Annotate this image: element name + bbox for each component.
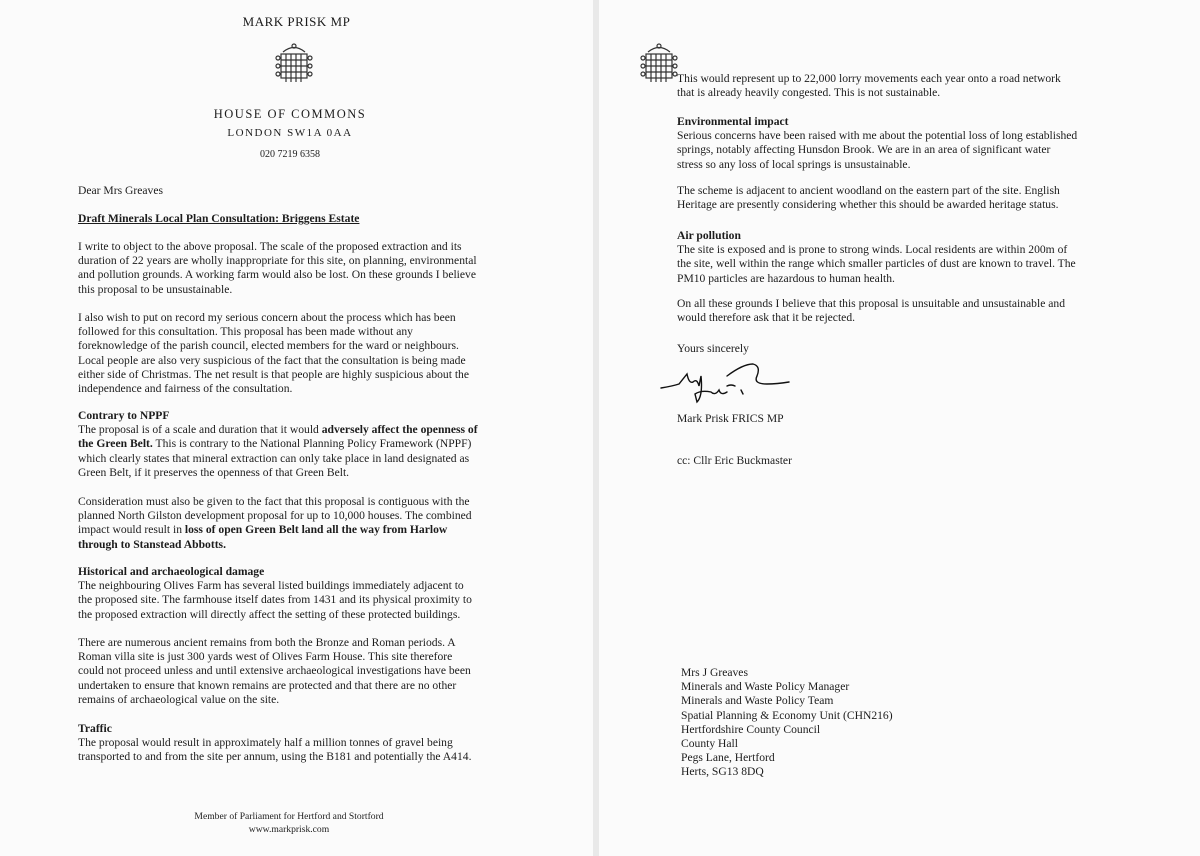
text-run: impact would result in [78, 523, 185, 537]
text-line: I also wish to put on record my serious concern about the process which has been [78, 311, 456, 324]
letter-footer [0, 810, 578, 836]
section-heading: Environmental impact [677, 115, 789, 128]
text-line: There are numerous ancient remains from both the Bronze and Roman periods. A [78, 636, 456, 649]
address-line: Minerals and Waste Policy Team [681, 694, 834, 708]
section-air-pollution [677, 229, 1192, 286]
text-line: Roman villa site is just 300 yards west of Olives Farm House. This site therefore [78, 650, 453, 664]
text-line: foreknowledge of the parish council, elected members for the ward or neighbours. [78, 339, 459, 353]
paragraph-gilston [78, 495, 588, 552]
paragraph-remains [78, 636, 588, 707]
text-line: either side of Christmas. The net result is that people are highly suspicious about the [78, 367, 469, 381]
letterhead-address: LONDON SW1A 0AA [227, 127, 353, 139]
text-line: This would represent up to 22,000 lorry movements each year onto a road network [677, 72, 1061, 85]
text-line [78, 423, 588, 437]
signatory-name: Mark Prisk FRICS MP [677, 412, 784, 425]
text-run-bold: loss of open Green Belt land all the way from Harlow [184, 523, 448, 537]
address-line: Hertfordshire County Council [681, 722, 821, 736]
text-run-bold: the Green Belt. [78, 437, 153, 451]
text-line: On all these grounds I believe that this proposal is unsuitable and unsustainable and [677, 297, 1065, 310]
text-line: which clearly states that mineral extraction can only take place in land designated as [78, 451, 470, 465]
text-line: Heritage are presently considering whether this should be awarded heritage status. [677, 198, 1059, 212]
paragraph-conclusion [677, 297, 1192, 325]
section-heading: Air pollution [677, 229, 741, 242]
text-line: The proposal would result in approximately half a million tonnes of gravel being [78, 736, 453, 750]
text-line: followed for this consultation. This proposal has been made without any [78, 325, 413, 339]
text-run: The proposal is of a scale and duration that it would [78, 423, 322, 437]
text-line: Green Belt, if it preserves the openness of that Green Belt. [78, 465, 350, 479]
text-line: could not proceed unless and until extensive archaeological investigations have been [78, 664, 471, 678]
text-line [78, 523, 588, 537]
section-traffic [78, 722, 588, 765]
section-heading: Traffic [78, 722, 112, 735]
text-line: the proposed extraction will directly affect the setting of these protected buildings. [78, 607, 461, 621]
text-line: would therefore ask that it be rejected. [677, 311, 856, 325]
footer-constituency: Member of Parliament for Hertford and Stortford [194, 811, 384, 822]
carbon-copy: cc: Cllr Eric Buckmaster [677, 454, 792, 467]
text-line: that is already heavily congested. This is not sustainable. [677, 86, 941, 100]
section-heading: Historical and archaeological damage [78, 565, 265, 578]
text-run: This is contrary to the National Planning Policy Framework (NPPF) [152, 437, 472, 451]
text-line: Consideration must also be given to the fact that this proposal is contiguous with the [78, 495, 470, 508]
section-nppf [78, 409, 588, 480]
text-line: PM10 particles are hazardous to human health. [677, 271, 895, 285]
section-historical [78, 565, 588, 622]
text-line: independence and fairness of the consultation. [78, 382, 293, 396]
address-line: County Hall [681, 737, 739, 751]
paragraph-intro [78, 240, 588, 297]
handwritten-signature [657, 352, 807, 410]
text-line: duration of 22 years are wholly inappropriate for this site, on planning, environmental [78, 254, 477, 268]
text-line: The neighbouring Olives Farm has several listed buildings immediately adjacent to [78, 579, 464, 593]
paragraph-lorry [677, 72, 1187, 100]
text-line: this proposal to be unsustainable. [78, 282, 233, 296]
letterhead-phone: 020 7219 6358 [260, 149, 320, 160]
salutation: Dear Mrs Greaves [78, 184, 163, 197]
text-line: planned North Gilston development proposal for up to 10,000 houses. The combined [78, 509, 472, 523]
signoff: Yours sincerely [677, 342, 749, 355]
text-line: through to Stanstead Abbotts. [78, 537, 226, 551]
address-line: Minerals and Waste Policy Manager [681, 680, 850, 694]
text-line: The scheme is adjacent to ancient woodland on the eastern part of the site. English [677, 184, 1060, 197]
address-line: Herts, SG13 8DQ [681, 765, 764, 779]
paragraph-process-concern [78, 311, 588, 396]
portcullis-crest-icon [640, 42, 678, 86]
text-line: the proposed site. The farmhouse itself dates from 1431 and its physical proximity to [78, 593, 472, 607]
text-line: The site is exposed and is prone to strong winds. Local residents are within 200m of [677, 243, 1068, 257]
portcullis-crest-icon [275, 42, 313, 86]
text-line: remains of archaeological value on the site. [78, 692, 280, 706]
mp-name: MARK PRISK MP [242, 14, 351, 29]
paragraph-woodland [677, 184, 1192, 212]
letter-page-2 [599, 0, 1200, 856]
address-line: Pegs Lane, Hertford [681, 751, 775, 765]
text-line: springs, notably affecting Hunsdon Brook. We are in an area of significant water [677, 143, 1051, 157]
text-line: I write to object to the above proposal. The scale of the proposed extraction and its [78, 240, 462, 253]
section-environmental [677, 115, 1192, 172]
text-run-bold: adversely affect the openness of [321, 423, 478, 437]
text-line [78, 437, 588, 451]
section-heading: Contrary to NPPF [78, 409, 170, 422]
text-line: transported to and from the site per annum, using the B181 and potentially the A414. [78, 750, 472, 764]
footer-website: www.markprisk.com [248, 824, 330, 835]
text-line: Local people are also very suspicious of the fact that the consultation is being made [78, 353, 466, 367]
letter-page-1 [0, 0, 593, 856]
recipient-address [681, 666, 981, 780]
text-line: the site, well within the range which smaller particles of dust are known to travel. The [677, 257, 1076, 271]
house-of-commons: HOUSE OF COMMONS [213, 107, 367, 121]
text-line: stress so any loss of local springs is unsustainable. [677, 157, 911, 171]
text-line: undertaken to ensure that known remains are protected and that there are no other [78, 678, 457, 692]
text-line: Serious concerns have been raised with me about the potential loss of long established [677, 129, 1078, 143]
address-line: Spatial Planning & Economy Unit (CHN216) [681, 708, 893, 722]
address-line: Mrs J Greaves [681, 666, 748, 679]
subject-line: Draft Minerals Local Plan Consultation: Briggens Estate [78, 212, 360, 225]
text-line: and pollution grounds. A working farm would also be lost. On these grounds I believe [78, 268, 476, 282]
